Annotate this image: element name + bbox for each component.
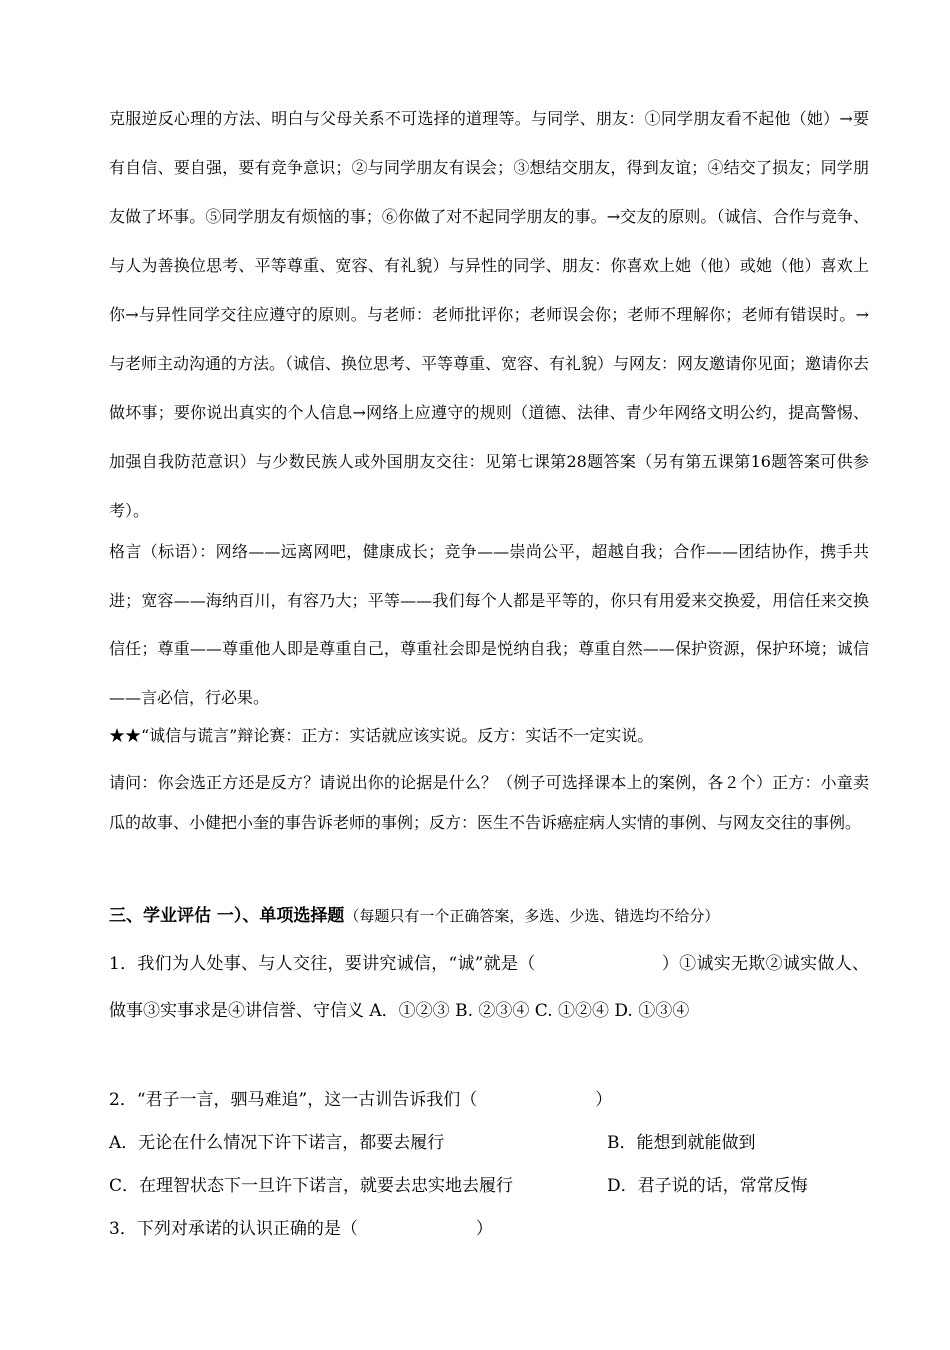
option-a: A．无论在什么情况下许下诺言，都要去履行 bbox=[109, 1133, 445, 1153]
option-b: B．能想到就能做到 bbox=[607, 1133, 756, 1153]
section-heading bbox=[109, 904, 869, 928]
question-1 bbox=[109, 941, 869, 1034]
question-3-stem: 3．下列对承诺的认识正确的是（ bbox=[109, 1219, 358, 1239]
option-d: D．君子说的话，常常反悔 bbox=[607, 1176, 808, 1196]
question-2-close: ） bbox=[595, 1090, 613, 1110]
paragraph-debate: ★★“诚信与谎言”辩论赛：正方：实话就应该实说。反方：实话不一定实说。 bbox=[109, 726, 654, 745]
question-2-stem: 2．“君子一言，驷马难追”，这一古训告诉我们（ bbox=[109, 1090, 478, 1110]
section-note: （每题只有一个正确答案，多选、少选、错选均不给分） bbox=[344, 907, 720, 925]
option-c: C．在理智状态下一旦许下诺言，就要去忠实地去履行 bbox=[109, 1176, 514, 1196]
question-3 bbox=[109, 1215, 869, 1243]
question-1-choices: ）①诚实无欺②诚实做人、做事③实事求是④讲信誉、守信义 A．①②③ B. ②③④ C. ①②④ D. ①③④ bbox=[109, 954, 870, 1021]
paragraph-debate-question: 请问：你会选正方还是反方？请说出你的论据是什么？（例子可选择课本上的案例，各２个）正方：小童卖瓜的故事、小健把小奎的事告诉老师的事例；反方：医生不告诉癌症病人实情的事例、与网友交往的事例。 bbox=[109, 773, 869, 832]
question-1-stem: 1．我们为人处事、与人交往，要讲究诚信，“诚”就是（ bbox=[109, 954, 536, 974]
paragraph-relations: 克服逆反心理的方法、明白与父母关系不可选择的道理等。与同学、朋友：①同学朋友看不起他（她）→要有自信、要自强，要有竞争意识；②与同学朋友有误会；③想结交朋友，得到友谊；④结交了损友；同学朋友做了坏事。⑤同学朋友有烦恼的事；⑥你做了对不起同学朋友的事。→交友的原则。（诚信、合作与竞争、与人为善换位思考、平等尊重、宽容、有礼貌）与异性的同学、朋友：你喜欢上她（他）或她（他）喜欢上你→与异性同学交往应遵守的原则。与老师：老师批评你；老师误会你；老师不理解你；老师有错误时。→与老师主动沟通的方法。（诚信、换位思考、平等尊重、宽容、有礼貌）与网友：网友邀请你见面；邀请你去做坏事；要你说出真实的个人信息→网络上应遵守的规则（道德、法律、青少年网络文明公约，提高警惕、加强自我防范意识）与少数民族人或外国朋友交往：见第七课第28题答案（另有第五课第16题答案可供参考）。 bbox=[109, 109, 870, 520]
question-2 bbox=[109, 1086, 869, 1114]
question-3-close: ） bbox=[475, 1219, 493, 1239]
section-title: 三、学业评估 一）、单项选择题 bbox=[109, 906, 345, 926]
paragraph-maxims: 格言（标语）：网络——远离网吧，健康成长；竞争——崇尚公平，超越自我；合作——团结协作，携手共进；宽容——海纳百川，有容乃大；平等——我们每个人都是平等的，你只有用爱来交换爱，用信任来交换信任；尊重——尊重他人即是尊重自己，尊重社会即是悦纳自我；尊重自然——保护资源，保护环境；诚信——言必信，行必果。 bbox=[109, 542, 869, 707]
